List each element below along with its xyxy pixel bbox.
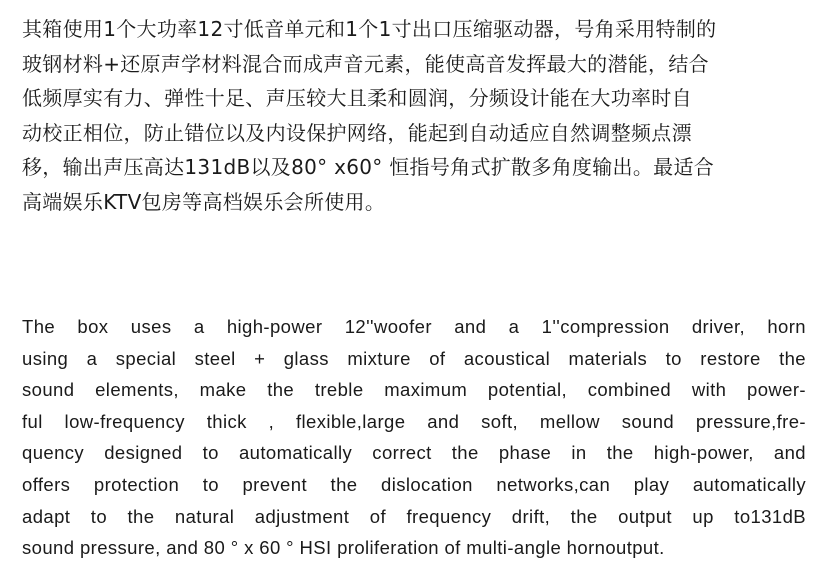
english-line: sound pressure, and 80 ° x 60 ° HSI proliferation of multi-angle hornoutput. (22, 537, 665, 559)
english-line: sound elements, make the treble maximum potential, combined with power- (22, 379, 806, 401)
english-line: quency designed to automatically correct the phase in the high-power, and (22, 442, 806, 464)
english-description (22, 311, 806, 564)
chinese-line: 动校正相位，防止错位以及内设保护网络，能起到自动适应自然调整频点漂 (22, 120, 692, 145)
chinese-line: 移，输出声压高达131dB以及80° x60° 恒指号角式扩散多角度输出。最适合 (22, 155, 715, 180)
chinese-line: 低频厚实有力、弹性十足、声压较大且柔和圆润，分频设计能在大功率时自 (22, 86, 692, 111)
chinese-line: 其箱使用1个大功率12寸低音单元和1个1寸出口压缩驱动器，号角采用特制的 (22, 17, 717, 41)
english-line: ful low-frequency thick , flexible,large and soft, mellow sound pressure,fre- (22, 410, 806, 432)
chinese-description (22, 12, 804, 220)
english-line: using a special steel + glass mixture of acoustical materials to restore the (22, 347, 806, 369)
chinese-line: 玻钢材料+还原声学材料混合而成声音元素，能使高音发挥最大的潜能，结合 (22, 51, 709, 76)
english-line: The box uses a high-power 12''woofer and a 1''compression driver, horn (22, 316, 806, 337)
english-line: offers protection to prevent the dislocation networks,can play automatically (22, 473, 806, 495)
english-line: adapt to the natural adjustment of frequency drift, the output up to131dB (22, 505, 806, 527)
chinese-line: 高端娱乐KTV包房等高档娱乐会所使用。 (22, 189, 386, 214)
